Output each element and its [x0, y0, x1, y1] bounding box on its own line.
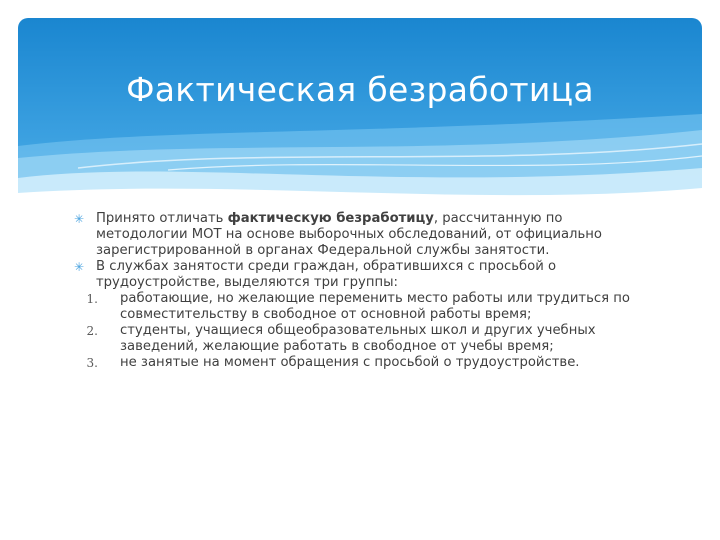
numbered-item: [76, 355, 656, 371]
item-number: 2.: [86, 324, 98, 338]
item-number: 3.: [86, 356, 98, 370]
numbered-item: [76, 323, 656, 355]
bullet-text-suffix: , рассчитанную по методологии МОТ на основе выборочных обследований, от официально зарегистрированной в органах Федеральной службы занятости.: [96, 211, 602, 258]
bullet-text-prefix: Принято отличать: [96, 211, 228, 226]
numbered-item-text: студенты, учащиеся общеобразовательных школ и других учебных заведений, желающие работать в свободное от учебы время;: [120, 323, 596, 354]
slide-title: Фактическая безработица: [126, 70, 594, 109]
list-item: [76, 211, 656, 259]
numbered-item-text: не занятые на момент обращения с просьбой о трудоустройстве.: [120, 355, 580, 370]
item-number: 1.: [86, 292, 98, 306]
numbered-item-text: работающие, но желающие переменить место работы или трудиться по совместительству в свободное от основной работы время;: [120, 291, 630, 322]
slide-body: [76, 211, 656, 371]
asterisk-icon: ✳: [74, 260, 85, 274]
wave-background: [18, 18, 702, 208]
list-item: [76, 259, 656, 291]
bullet-text-bold: фактическую безработицу: [227, 211, 434, 226]
bullet-text: В службах занятости среди граждан, обратившихся с просьбой о трудоустройстве, выделяются три группы:: [96, 259, 557, 290]
title-banner: [18, 18, 702, 208]
numbered-item: [76, 291, 656, 323]
asterisk-icon: ✳: [74, 212, 85, 226]
